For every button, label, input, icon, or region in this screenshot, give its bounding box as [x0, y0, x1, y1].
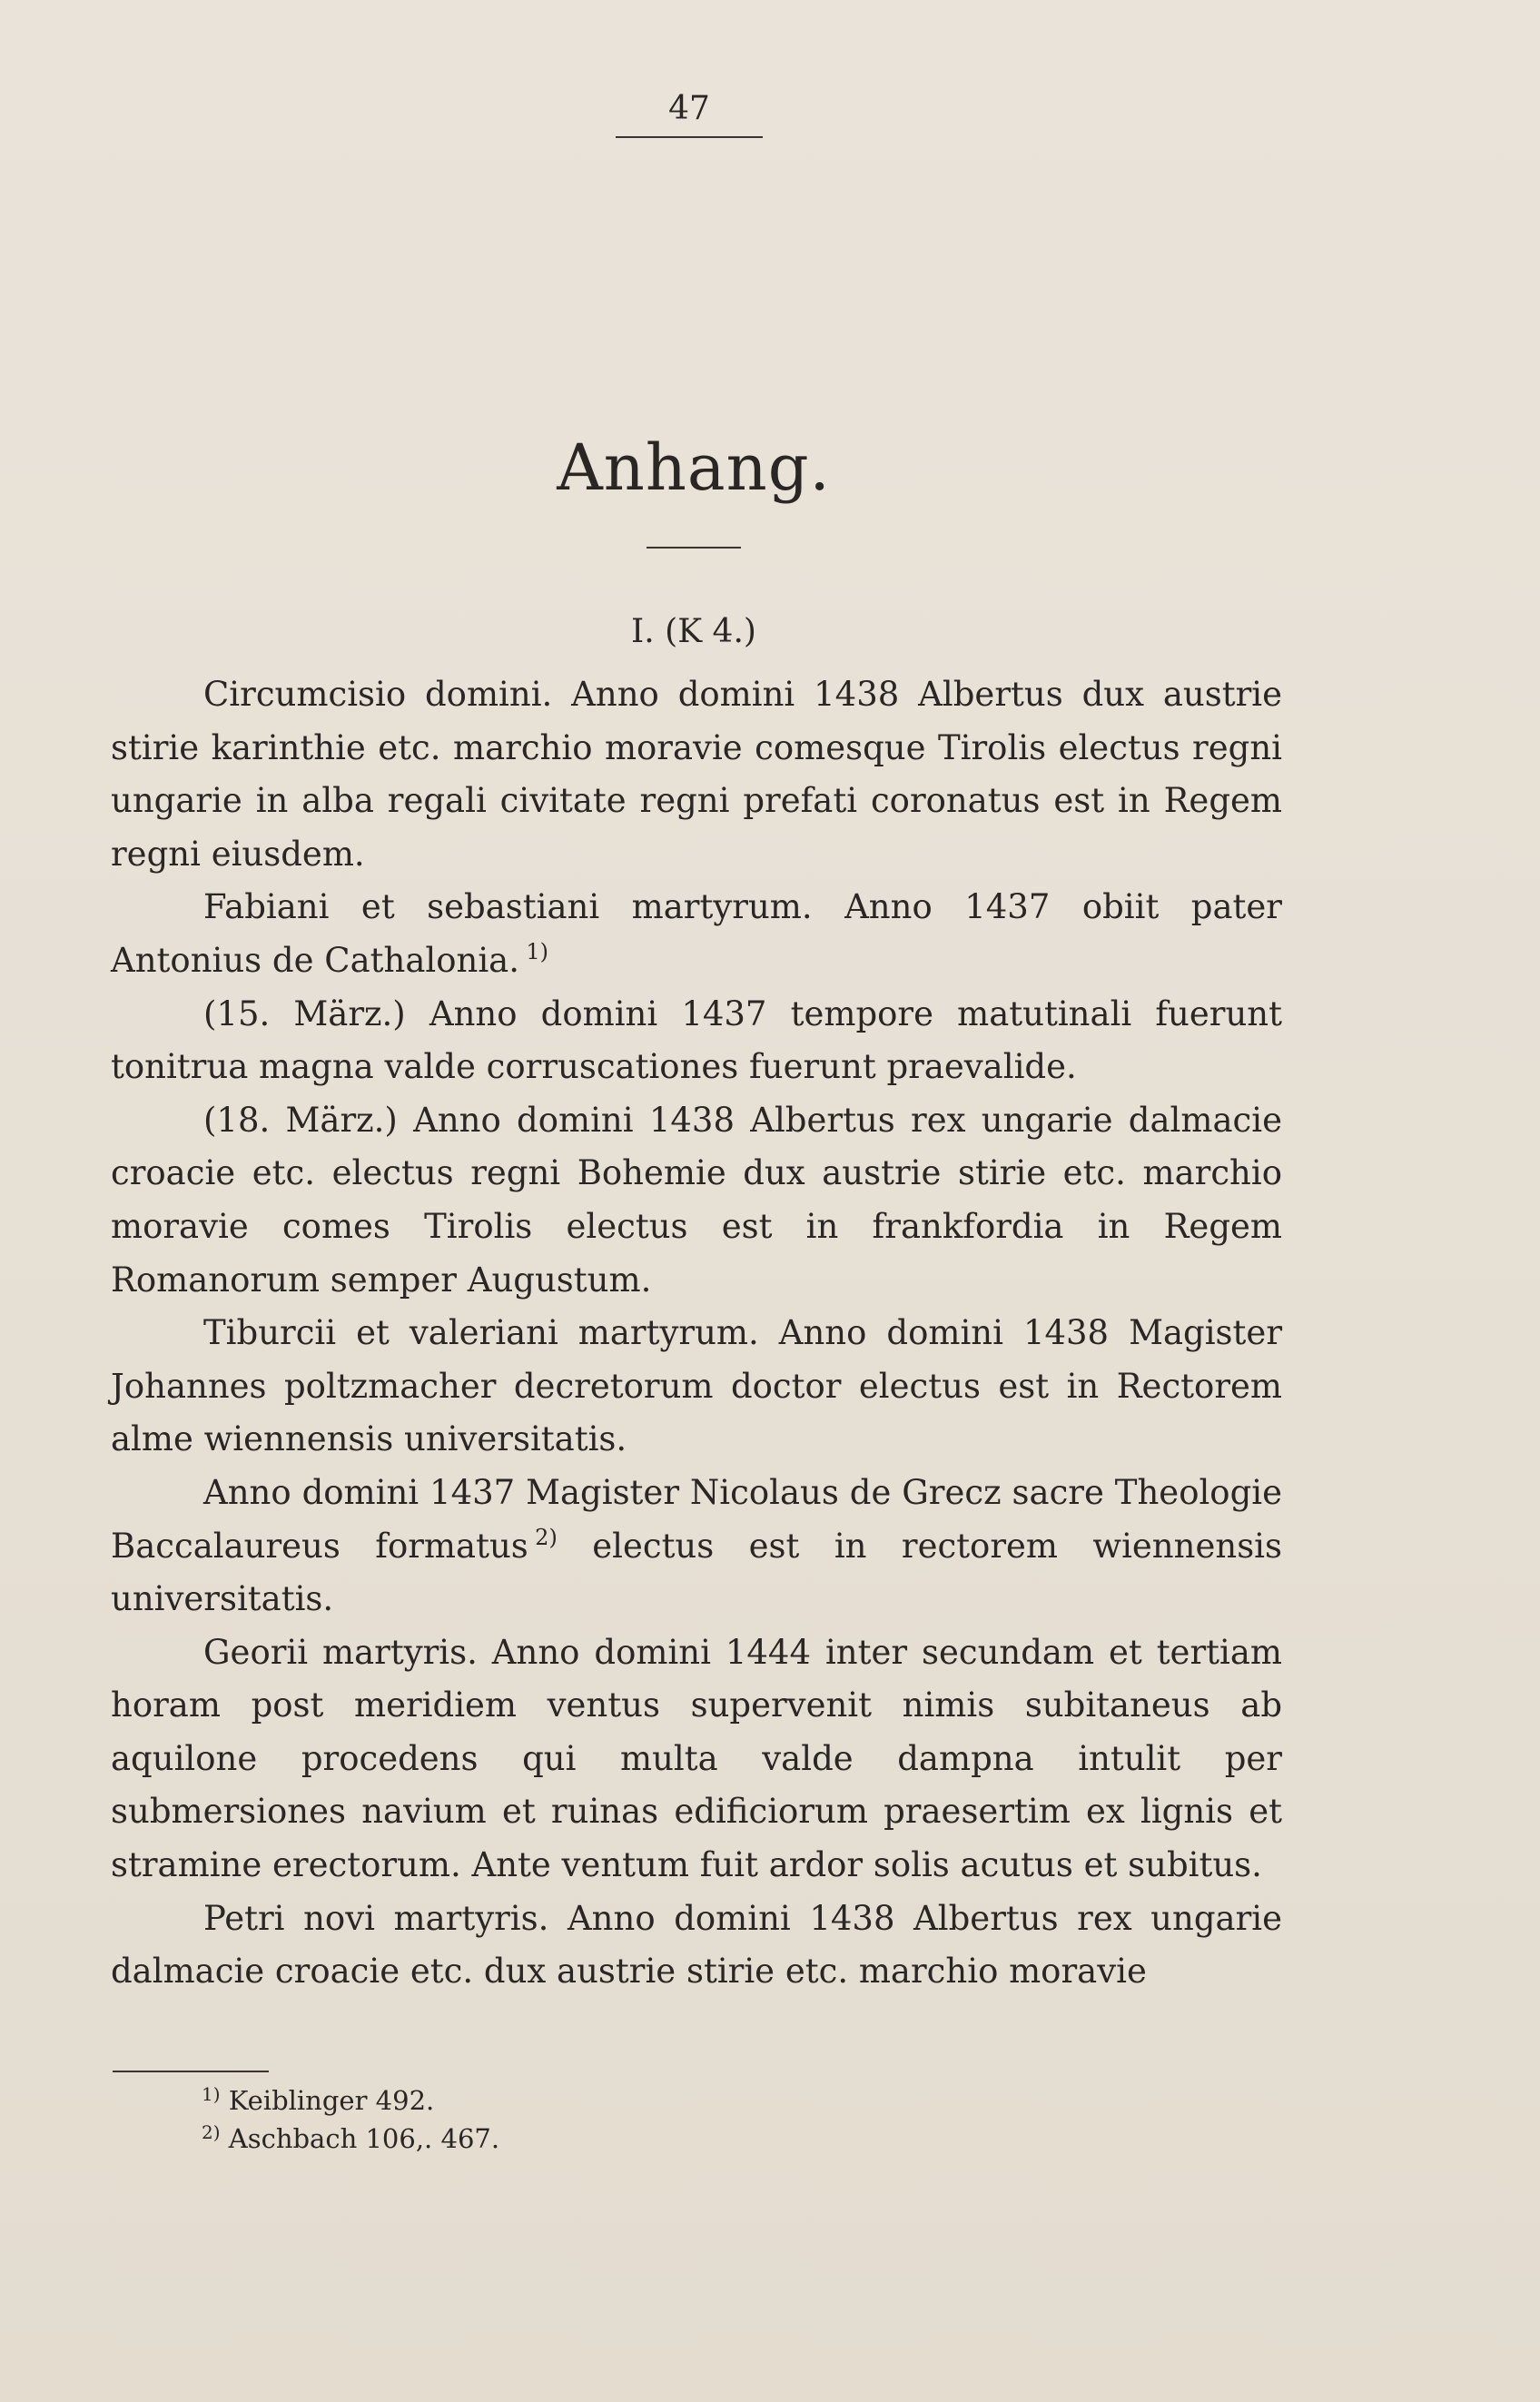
paragraph-georii: Georii martyris. Anno domini 1444 inter secundam et tertiam horam post meridiem ventus supervenit nimis subitaneus ab aquilone procedens qui multa valde dampna intulit per submersiones navium et ruinas edificiorum praesertim ex lignis et stramine erectorum. Ante ventum fuit ardor solis acutus et subitus. — [111, 1632, 1282, 1885]
paragraph-tiburcii: Tiburcii et valeriani martyrum. Anno domini 1438 Magister Johannes poltzmacher decretorum doctor electus est in Rectorem alme wiennensis universitatis. — [111, 1313, 1282, 1459]
footnote-2-text: Aschbach 106,. 467. — [228, 2123, 500, 2154]
footnote-ref-1: 1) — [526, 938, 549, 964]
footnote-2 — [202, 2120, 1019, 2158]
footnote-rule — [113, 2071, 269, 2072]
page-number-rule — [616, 136, 763, 138]
footnote-1 — [202, 2081, 1019, 2120]
page-title: Anhang. — [557, 430, 831, 505]
footnote-ref-2: 2) — [535, 1524, 558, 1550]
paragraph-nicolaus-text-a: Anno domini 1437 Magister Nicolaus de Grecz sacre Theologie Baccalaureus formatus — [111, 1472, 1282, 1566]
paragraph-18-maerz: (18. März.) Anno domini 1438 Albertus rex ungarie dalmacie croacie etc. electus regni Bohemie dux austrie stirie etc. marchio moravie comes Tirolis electus est in frankfordia in Regem Romanorum semper Augustum. — [111, 1100, 1282, 1300]
paragraph-circumcisio: Circumcisio domini. Anno domini 1438 Albertus dux austrie stirie karinthie etc. marchio moravie comesque Tirolis electus regni ungarie in alba regali civitate regni prefati coronatus est in Regem regni eiusdem. — [111, 675, 1282, 874]
paragraph-nicolaus-text-b: electus est in rectorem wiennensis universitatis. — [111, 1526, 1283, 1619]
paragraph-petri: Petri novi martyris. Anno domini 1438 Albertus rex ungarie dalmacie croacie etc. dux austrie stirie etc. marchio moravie — [111, 1898, 1282, 1992]
page-number: 47 — [668, 90, 710, 127]
paragraph-fabiani-text: Fabiani et sebastiani martyrum. Anno 1437 obiit pater Antonius de Cathalonia. — [111, 887, 1282, 980]
body-text — [111, 668, 1282, 1999]
paragraph-15-maerz: (15. März.) Anno domini 1437 tempore matutinali fuerunt tonitrua magna valde corruscationes fuerunt praevalide. — [111, 993, 1282, 1087]
title-rule — [647, 547, 741, 549]
footnote-2-mark: 2) — [202, 2121, 221, 2143]
footnote-1-text: Keiblinger 492. — [228, 2085, 435, 2116]
section-heading: I. (K 4.) — [631, 613, 756, 650]
paragraph-nicolaus — [111, 1467, 1282, 1626]
footnote-1-mark: 1) — [202, 2083, 221, 2105]
paragraph-fabiani — [111, 881, 1282, 987]
footnotes — [202, 2081, 1019, 2158]
